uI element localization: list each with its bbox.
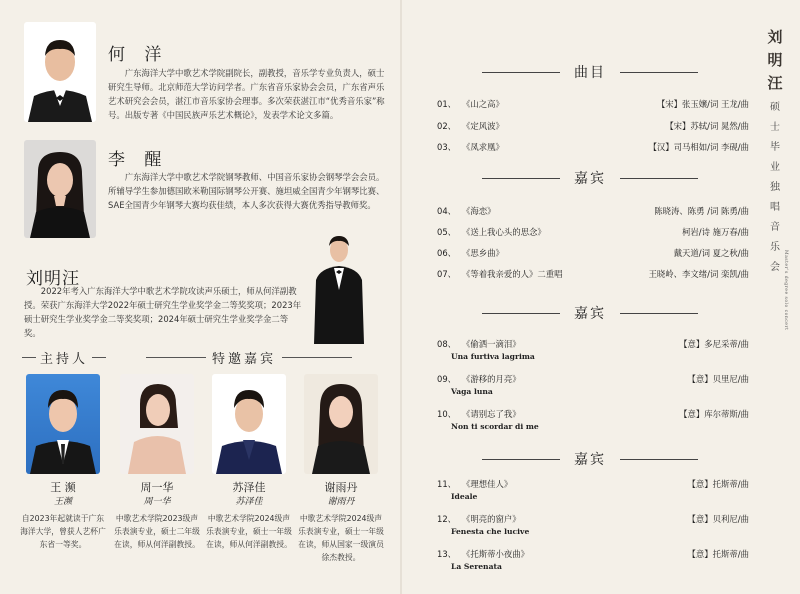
program-item-title: 《等着我亲爱的人》二重唱 bbox=[462, 269, 563, 279]
program-item-number: 01、 bbox=[437, 99, 457, 109]
program-item-credit: 【汉】司马相如/词 李砚/曲 bbox=[648, 142, 749, 152]
guest-header bbox=[470, 168, 710, 188]
program-item-original-title: Ideale bbox=[451, 492, 478, 501]
program-item-original-title: Non ti scordar di me bbox=[451, 422, 539, 431]
divider bbox=[92, 357, 106, 358]
guest-signature: 周一华 bbox=[143, 497, 171, 507]
program-item-original-title: Fenesta che lucive bbox=[451, 527, 530, 536]
program-item-title: 《凤求凰》 bbox=[462, 142, 504, 152]
faculty-name: 李 醒 bbox=[108, 150, 169, 170]
program-item bbox=[437, 513, 749, 536]
divider bbox=[282, 357, 352, 358]
program-item-original-title: Una furtiva lagrima bbox=[451, 352, 535, 361]
program-item-credit: 【宋】苏轼/词 晁然/曲 bbox=[665, 121, 749, 131]
guest-signature: 谢雨丹 bbox=[327, 497, 355, 507]
host-section-title bbox=[22, 348, 106, 367]
program-item bbox=[437, 548, 749, 571]
guest-desc: 中歌艺术学院2024级声乐表演专业，硕士一年级在读，师从何洋副教授。 bbox=[206, 514, 292, 549]
guest-header-label: 嘉宾 bbox=[574, 171, 606, 187]
guest-section-label: 特邀嘉宾 bbox=[212, 352, 277, 367]
recital-subtitle-en: Master's degree solo concert bbox=[783, 250, 788, 331]
program-item-credit: 【意】库尔蒂斯/曲 bbox=[679, 409, 749, 419]
host-figure-icon bbox=[26, 374, 100, 474]
program-item-credit: 【意】多尼采蒂/曲 bbox=[679, 339, 749, 349]
performer-figure-icon bbox=[300, 228, 378, 344]
program-item-title: 《思乡曲》 bbox=[462, 248, 504, 258]
program-item-original-title: La Serenata bbox=[451, 562, 502, 571]
guest-section-title bbox=[146, 348, 352, 367]
program-item bbox=[437, 338, 749, 361]
program-item-title: 《海恋》 bbox=[462, 206, 496, 216]
program-item-number: 13、 bbox=[437, 549, 457, 559]
guest-figure-icon bbox=[212, 374, 286, 474]
program-item bbox=[437, 268, 749, 282]
divider bbox=[620, 178, 698, 179]
portrait-figure-icon bbox=[24, 140, 96, 238]
portrait-li-xing bbox=[24, 140, 96, 238]
program-item-credit: 【意】托斯蒂/曲 bbox=[687, 549, 749, 559]
program-item bbox=[437, 373, 749, 396]
program-item-number: 09、 bbox=[437, 374, 457, 384]
program-item-title: 《理想佳人》 bbox=[462, 479, 513, 489]
guest-name: 苏泽佳 bbox=[232, 481, 266, 494]
divider bbox=[22, 357, 36, 358]
program-item-title: 《送上我心头的思念》 bbox=[462, 227, 546, 237]
program-item-title: 《明亮的窗户》 bbox=[462, 514, 521, 524]
host-photo bbox=[26, 374, 100, 474]
divider bbox=[482, 313, 560, 314]
guest-header-label: 嘉宾 bbox=[574, 452, 606, 468]
guest-header bbox=[470, 449, 710, 469]
recital-performer-vertical-title: 刘明汪 bbox=[767, 28, 783, 92]
program-item-credit: 王晓岭、李文绪/词 栾凯/曲 bbox=[648, 269, 749, 279]
guest-header-label: 嘉宾 bbox=[574, 306, 606, 322]
program-item-credit: 【意】托斯蒂/曲 bbox=[687, 479, 749, 489]
program-item-title: 《定风波》 bbox=[462, 121, 504, 131]
performer-name: 刘明汪 bbox=[26, 269, 80, 289]
guest-name: 周一华 bbox=[140, 481, 174, 494]
divider bbox=[620, 459, 698, 460]
program-item-number: 05、 bbox=[437, 227, 457, 237]
program-item bbox=[437, 120, 749, 134]
program-item-credit: 【意】贝利尼/曲 bbox=[687, 514, 749, 524]
faculty-bio: 广东海洋大学中歌艺术学院副院长，副教授，音乐学专业负责人，硕士研究生导师。北京师范大学访问学者。广东省音乐家协会会员，广东省声乐艺术研究会会员，湛江市音乐家协会理事。多次荣获湛江市“优秀音乐家”称号。出版专著《中国民族声乐艺术概论》，发表学术论文多篇。 bbox=[108, 68, 385, 120]
guest-header bbox=[470, 303, 710, 323]
program-item-title: 《请别忘了我》 bbox=[462, 409, 521, 419]
program-header-label: 曲目 bbox=[574, 65, 606, 81]
page-fold bbox=[400, 0, 402, 594]
program-item bbox=[437, 141, 749, 155]
program-item-credit: 柯岩/诗 施万春/曲 bbox=[682, 227, 749, 237]
program-item bbox=[437, 205, 749, 219]
program-item-credit: 戴天道/词 夏之秋/曲 bbox=[673, 248, 749, 258]
program-item-number: 10、 bbox=[437, 409, 457, 419]
guest-figure-icon bbox=[120, 374, 194, 474]
performer-full-body-photo bbox=[300, 228, 378, 344]
program-item-original-title: Vaga luna bbox=[451, 387, 493, 396]
host-desc: 自2023年起就读于广东海洋大学，曾获人艺杯广东省一等奖。 bbox=[20, 514, 106, 549]
guest-desc: 中歌艺术学院2023级声乐表演专业，硕士二年级在读，师从何洋副教授。 bbox=[114, 514, 200, 549]
divider bbox=[620, 313, 698, 314]
program-item-title: 《游移的月亮》 bbox=[462, 374, 521, 384]
program-item bbox=[437, 98, 749, 112]
program-item-credit: 陈晓涛、陈勇 /词 陈勇/曲 bbox=[654, 206, 749, 216]
program-item-number: 03、 bbox=[437, 142, 457, 152]
program-item bbox=[437, 478, 749, 501]
divider bbox=[482, 178, 560, 179]
host-name: 王 濒 bbox=[50, 481, 76, 494]
guest-signature: 苏泽佳 bbox=[235, 497, 263, 507]
guest-photo bbox=[120, 374, 194, 474]
program-item-number: 06、 bbox=[437, 248, 457, 258]
divider bbox=[146, 357, 206, 358]
guest-name: 谢雨丹 bbox=[324, 481, 358, 494]
program-item-credit: 【宋】张玉嬢/词 王龙/曲 bbox=[656, 99, 749, 109]
program-item-number: 11、 bbox=[437, 479, 457, 489]
program-item-number: 02、 bbox=[437, 121, 457, 131]
program-item-title: 《偷洒一滴泪》 bbox=[462, 339, 521, 349]
faculty-name: 何 洋 bbox=[108, 45, 169, 65]
guest-desc: 中歌艺术学院2024级声乐表演专业，硕士一年级在读，师从国家一级演员徐杰教授。 bbox=[298, 514, 384, 562]
host-section-label: 主持人 bbox=[40, 352, 89, 367]
portrait-he-yang bbox=[24, 22, 96, 122]
host-signature: 王濒 bbox=[53, 497, 72, 507]
performer-bio: 2022年考入广东海洋大学中歌艺术学院攻读声乐硕士，师从何洋副教授。荣获广东海洋大学2022年硕士研究生学业奖学金二等奖奖项；2023年硕士研究生学业奖学金二等奖奖项；2024年硕士研究生学业奖学金二等奖。 bbox=[24, 286, 302, 338]
program-item-credit: 【意】贝里尼/曲 bbox=[687, 374, 749, 384]
guest-photo bbox=[304, 374, 378, 474]
faculty-bio: 广东海洋大学中歌艺术学院钢琴教师、中国音乐家协会钢琴学会会员。所辅导学生参加德国欧米勒国际钢琴公开赛、施坦威全国青少年钢琴比赛、SAE全国青少年钢琴大赛均获佳绩，本人多次获得大赛优秀指导教师奖。 bbox=[108, 172, 385, 210]
divider bbox=[620, 72, 698, 73]
program-item bbox=[437, 226, 749, 240]
program-item-number: 08、 bbox=[437, 339, 457, 349]
guest-photo bbox=[212, 374, 286, 474]
program-item-number: 07、 bbox=[437, 269, 457, 279]
program-item-title: 《托斯蒂小夜曲》 bbox=[462, 549, 529, 559]
program-header bbox=[470, 62, 710, 82]
divider bbox=[482, 72, 560, 73]
program-item-title: 《山之高》 bbox=[462, 99, 504, 109]
divider bbox=[482, 459, 560, 460]
portrait-figure-icon bbox=[24, 22, 96, 122]
program-item bbox=[437, 408, 749, 431]
program-item-number: 04、 bbox=[437, 206, 457, 216]
program-item bbox=[437, 247, 749, 261]
recital-subtitle-vertical: 硕士毕业独唱音乐会 bbox=[770, 102, 780, 273]
guest-figure-icon bbox=[304, 374, 378, 474]
program-item-number: 12、 bbox=[437, 514, 457, 524]
